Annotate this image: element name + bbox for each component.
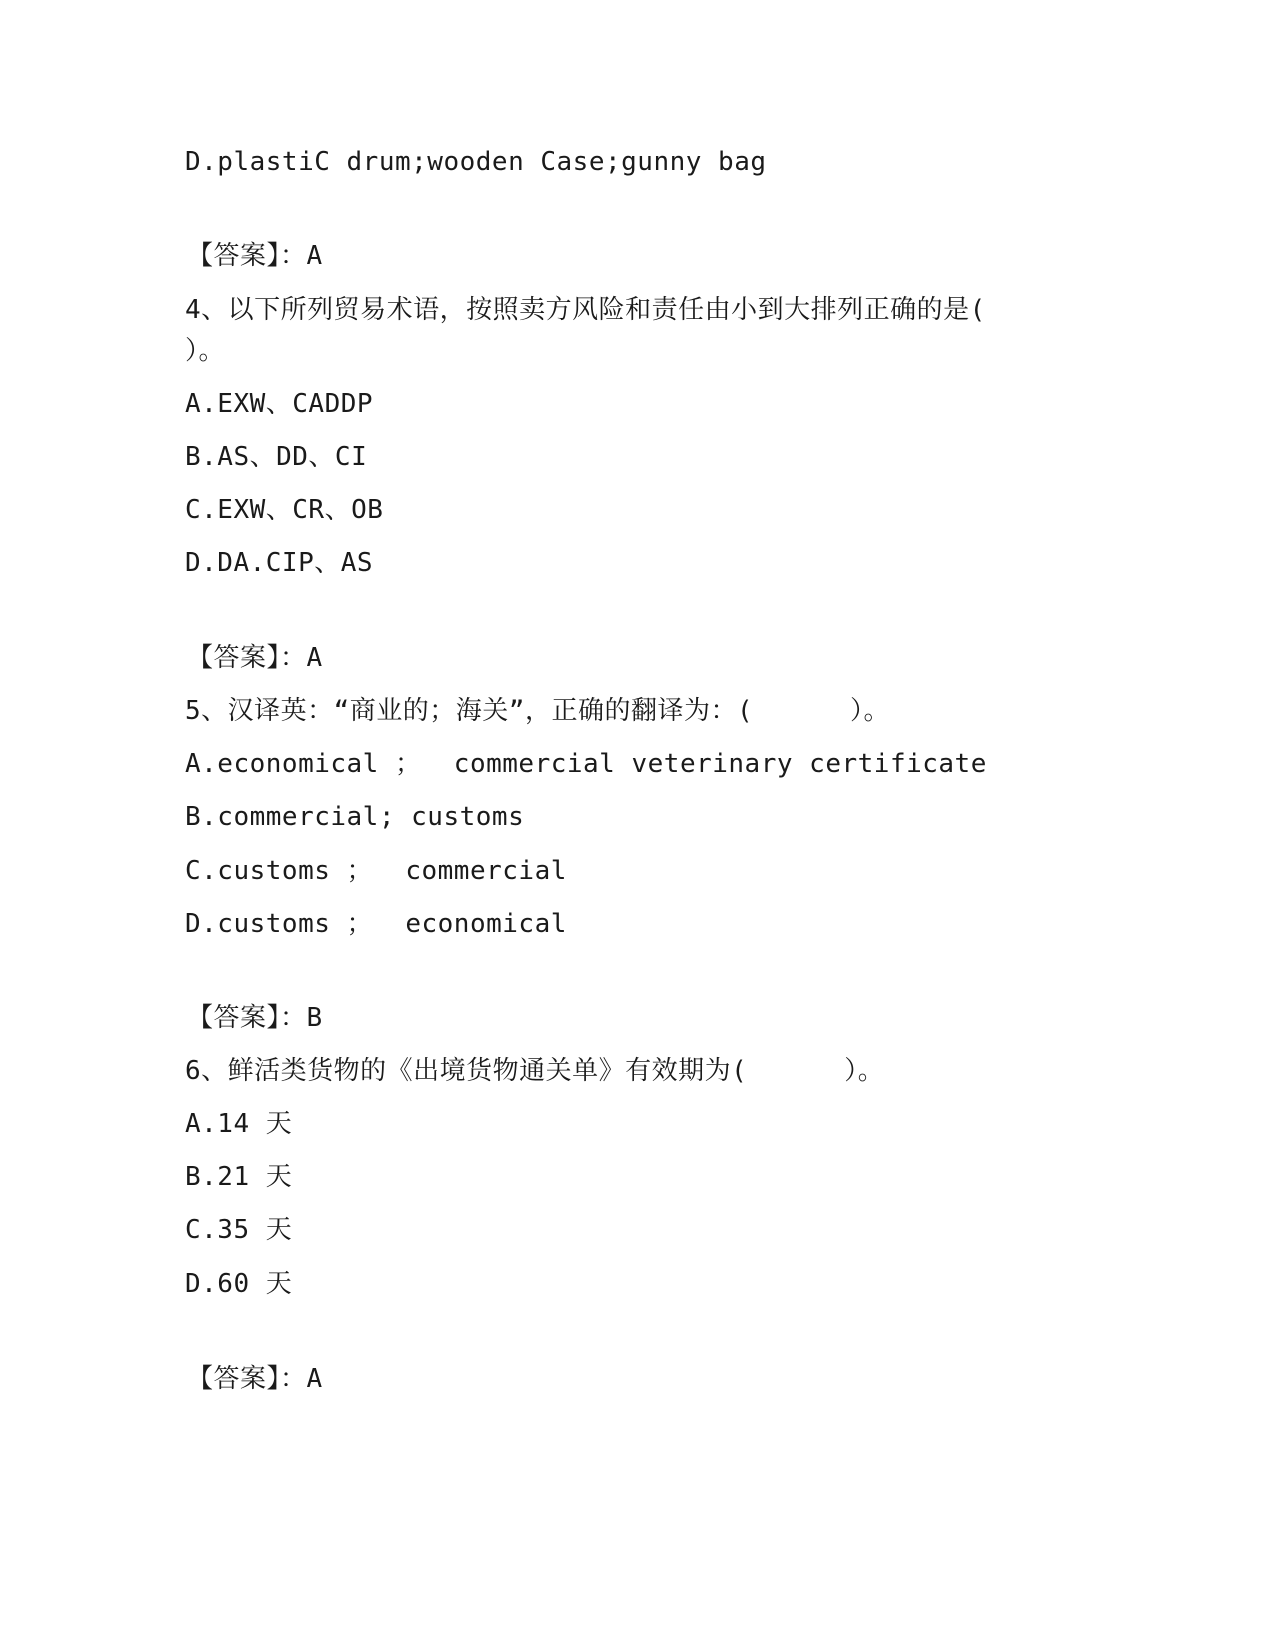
q6-stem: 6、鲜活类货物的《出境货物通关单》有效期为( ）。 (185, 1056, 885, 1086)
q4-option-c: C.EXW、CR、OB (185, 495, 384, 525)
q5-option-b: B.commercial; customs (185, 802, 525, 832)
q6-option-d: D.60 天 (185, 1269, 293, 1299)
prev-question-option-d: D.plastiC drum;wooden Case;gunny bag (185, 147, 767, 177)
q5-stem: 5、汉译英：“商业的；海关”，正确的翻译为：( ）。 (185, 696, 891, 726)
q6-answer: 【答案】：A (187, 1364, 323, 1394)
prev-question-answer: 【答案】：A (187, 241, 323, 271)
q5-answer: 【答案】：B (187, 1003, 323, 1033)
q6-option-c: C.35 天 (185, 1215, 293, 1245)
q5-option-d: D.customs ； economical (185, 909, 567, 939)
q5-option-c: C.customs ； commercial (185, 856, 567, 886)
q4-option-d: D.DA.CIP、AS (185, 548, 374, 578)
q4-option-a: A.EXW、CADDP (185, 389, 374, 419)
q4-stem-line2: ）。 (185, 336, 226, 366)
q6-option-a: A.14 天 (185, 1109, 293, 1139)
q4-option-b: B.AS、DD、CI (185, 442, 368, 472)
q5-option-a: A.economical ； commercial veterinary certificate (185, 749, 987, 779)
q6-option-b: B.21 天 (185, 1162, 293, 1192)
q4-stem-line1: 4、以下所列贸易术语，按照卖方风险和责任由小到大排列正确的是( (185, 295, 986, 325)
q4-answer: 【答案】：A (187, 643, 323, 673)
